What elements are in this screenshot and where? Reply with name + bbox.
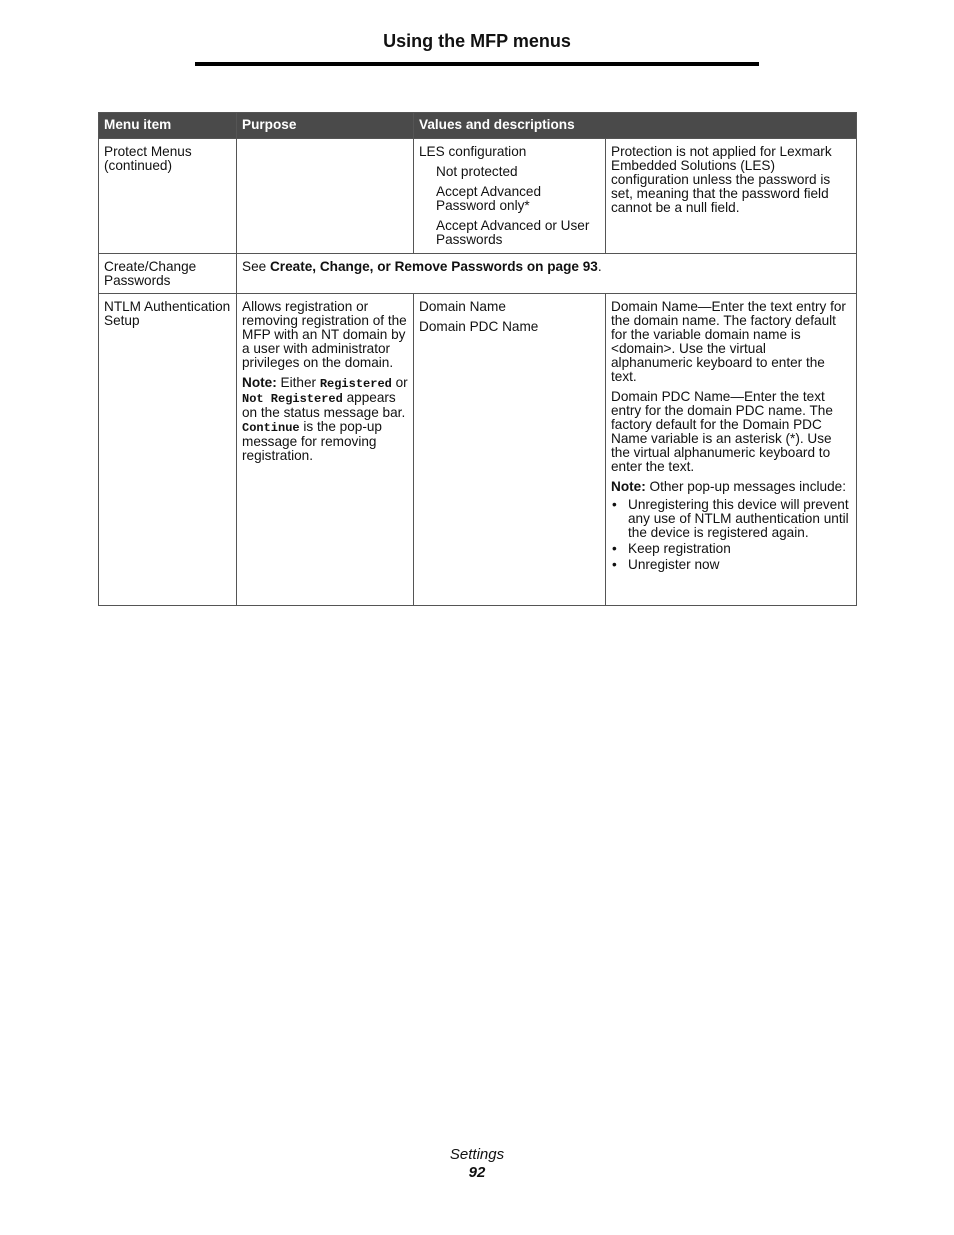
code-registered: Registered — [319, 377, 392, 391]
cell-purpose — [237, 139, 414, 254]
value-option: Domain Name — [419, 299, 506, 314]
page-header-title: Using the MFP menus — [383, 31, 571, 51]
table-row — [99, 294, 857, 606]
footer-section-name: Settings — [449, 1146, 505, 1163]
cell-menu-item: NTLM Authentication Setup — [99, 294, 237, 606]
description-paragraph: Domain Name—Enter the text entry for the domain name. The factory default for the variable domain name is <domain>. Use the virtual alphanumeric keyboard to enter the text. — [611, 299, 846, 384]
menu-table — [98, 112, 857, 606]
cell-purpose — [237, 294, 414, 606]
value-option: Accept Advanced or User Passwords — [436, 218, 590, 247]
list-item: • Keep registration — [611, 542, 851, 556]
header-rule — [195, 62, 759, 66]
cell-description: Protection is not applied for Lexmark Embedded Solutions (LES) configuration unless the password is set, meaning that the password field cannot be a null field. — [606, 139, 857, 254]
note-text: Either — [276, 375, 320, 390]
table-header-row — [99, 113, 857, 139]
cell-menu-item: Create/Change Passwords — [99, 254, 237, 294]
description-note — [611, 480, 851, 494]
purpose-note — [242, 376, 408, 463]
note-text: appears on the status message bar. — [242, 390, 406, 420]
values-title: LES configuration — [419, 144, 527, 159]
note-text: Other pop-up messages include: — [645, 479, 846, 494]
note-label: Note: — [611, 479, 646, 494]
see-prefix: See — [242, 259, 270, 274]
purpose-text: Allows registration or removing registration of the MFP with an NT domain by a user with administrator privileges on the domain. — [242, 299, 407, 370]
popup-message-list — [611, 498, 851, 572]
note-text: is the pop-up message for removing registration. — [242, 419, 382, 463]
value-option: Domain PDC Name — [419, 319, 539, 334]
note-label: Note: — [242, 375, 277, 390]
cell-description — [606, 294, 857, 606]
cell-values — [414, 294, 606, 606]
column-header-purpose: Purpose — [237, 113, 414, 139]
cell-values — [414, 139, 606, 254]
cell-see-reference — [237, 254, 857, 294]
column-header-menu-item: Menu item — [99, 113, 237, 139]
cross-reference-link[interactable]: Create, Change, or Remove Passwords on page 93 — [269, 259, 598, 274]
code-continue: Continue — [242, 421, 300, 435]
table-row — [99, 139, 857, 254]
description-paragraph: Domain PDC Name—Enter the text entry for the domain PDC name. The factory default for the Domain PDC Name variable is an asterisk (*). Use the virtual alphanumeric keyboard to enter the text. — [611, 389, 833, 474]
value-option: Accept Advanced Password only* — [436, 184, 542, 213]
see-suffix: . — [597, 259, 602, 274]
list-item: • Unregistering this device will prevent any use of NTLM authentication until the device is registered again. — [611, 498, 851, 540]
column-header-values: Values and descriptions — [414, 113, 857, 139]
code-not-registered: Not Registered — [242, 392, 343, 406]
cell-menu-item: Protect Menus (continued) — [99, 139, 237, 254]
note-text: or — [391, 375, 408, 390]
list-item: • Unregister now — [611, 558, 851, 572]
table-row — [99, 254, 857, 294]
footer-page-number: 92 — [468, 1164, 486, 1181]
value-option: Not protected — [436, 164, 518, 179]
